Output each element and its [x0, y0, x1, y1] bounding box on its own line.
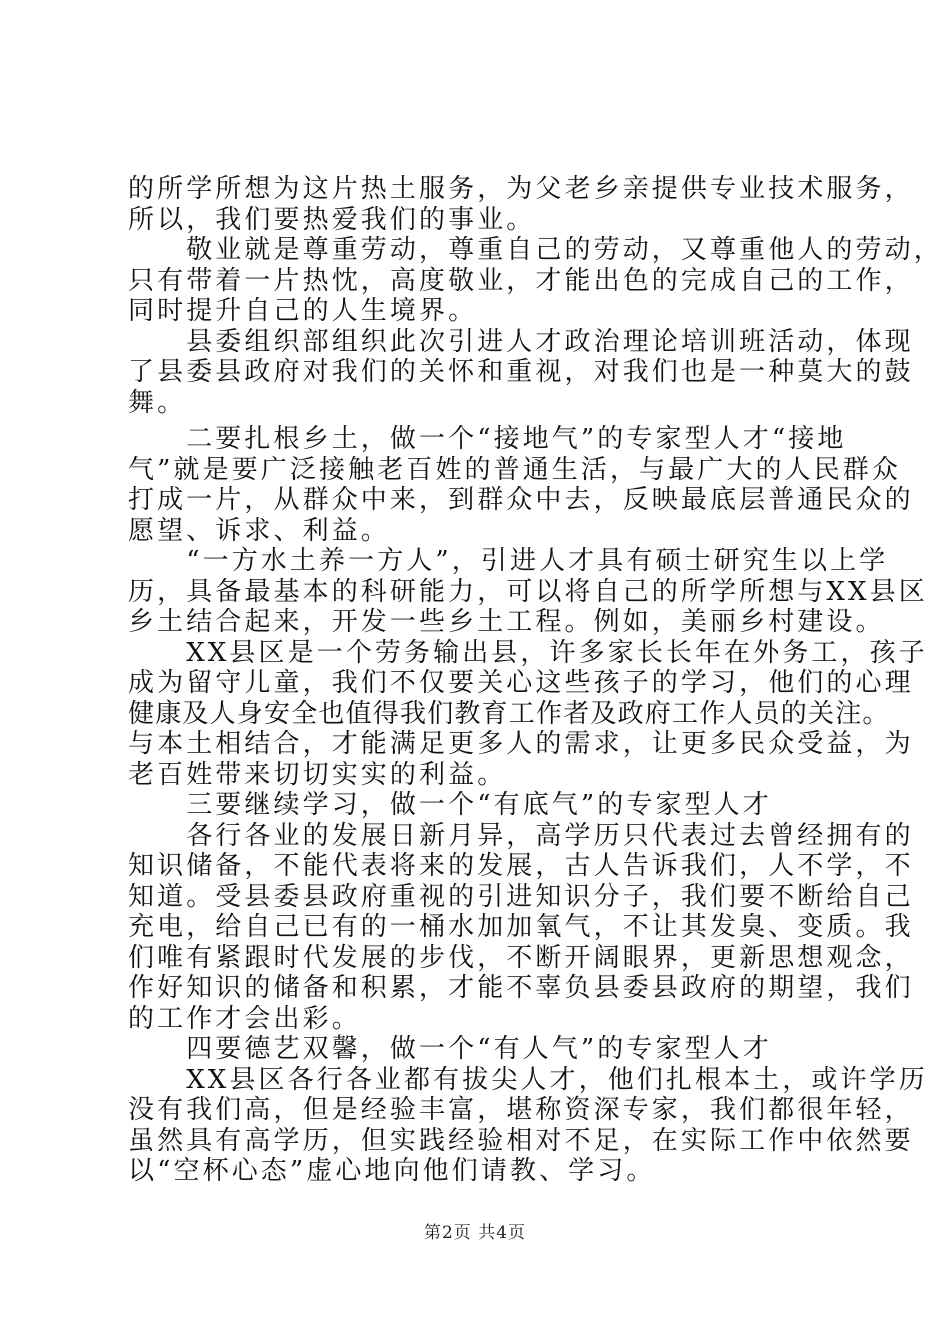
body-line: 没有我们高，但是经验丰富，堪称资深专家，我们都很年轻，	[128, 1095, 914, 1125]
body-line: 作好知识的储备和积累，才能不辜负县委县政府的期望，我们	[128, 973, 914, 1003]
body-line: 知识储备，不能代表将来的发展，古人告诉我们，人不学，不	[128, 851, 914, 881]
body-line: XX县区各行各业都有拔尖人才，他们扎根本土，或许学历	[128, 1064, 928, 1095]
body-line: 敬业就是尊重劳动，尊重自己的劳动，又尊重他人的劳动，	[128, 235, 943, 265]
page-indicator: 第2页 共4页	[423, 1223, 527, 1243]
section-heading: 三要继续学习，做一个“有底气”的专家型人才	[128, 790, 772, 820]
body-line: 的所学所想为这片热土服务，为父老乡亲提供专业技术服务，	[128, 174, 914, 204]
body-line: 舞。	[128, 387, 187, 418]
body-line: 虽然具有高学历，但实践经验相对不足，在实际工作中依然要	[128, 1125, 914, 1156]
body-line: “一方水土养一方人”，引进人才具有硕士研究生以上学	[128, 546, 889, 576]
body-line: 以“空杯心态”虚心地向他们请教、学习。	[128, 1156, 656, 1186]
body-line: 各行各业的发展日新月异，高学历只代表过去曾经拥有的	[128, 820, 914, 851]
body-line: 气”就是要广泛接触老百姓的普通生活，与最广大的人民群众	[128, 454, 901, 485]
body-line: XX县区是一个劳务输出县，许多家长长年在外务工，孩子	[128, 637, 928, 668]
body-line: 知道。受县委县政府重视的引进知识分子，我们要不断给自己	[128, 881, 914, 912]
body-line: 成为留守儿童，我们不仅要关心这些孩子的学习，他们的心理	[128, 668, 914, 698]
body-line: 们唯有紧跟时代发展的步伐，不断开阔眼界，更新思想观念，	[128, 942, 914, 973]
body-line: 乡土结合起来，开发一些乡土工程。例如，美丽乡村建设。	[128, 607, 885, 637]
body-line: 充电，给自己已有的一桶水加加氧气，不让其发臭、变质。我	[128, 912, 914, 942]
section-heading: 四要德艺双馨，做一个“有人气”的专家型人才	[128, 1034, 772, 1064]
body-line: 所以，我们要热爱我们的事业。	[128, 204, 536, 235]
body-line: 了县委县政府对我们的关怀和重视，对我们也是一种莫大的鼓	[128, 357, 914, 387]
body-line: 历，具备最基本的科研能力，可以将自己的所学所想与XX县区	[128, 576, 928, 607]
body-line: 打成一片，从群众中来，到群众中去，反映最底层普通民众的	[128, 485, 914, 515]
document-body	[128, 174, 943, 1187]
body-line: 县委组织部组织此次引进人才政治理论培训班活动，体现	[128, 326, 914, 357]
body-line: 同时提升自己的人生境界。	[128, 296, 478, 326]
body-line: 老百姓带来切切实实的利益。	[128, 759, 507, 790]
body-line: 只有带着一片热忱，高度敬业，才能出色的完成自己的工作，	[128, 265, 914, 296]
body-line: 愿望、诉求、利益。	[128, 515, 390, 546]
body-line: 二要扎根乡土，做一个“接地气”的专家型人才“接地	[128, 424, 847, 454]
body-line: 健康及人身安全也值得我们教育工作者及政府工作人员的关注。	[128, 698, 890, 729]
body-line: 的工作才会出彩。	[128, 1003, 361, 1034]
body-line: 与本土相结合，才能满足更多人的需求，让更多民众受益，为	[128, 729, 914, 759]
